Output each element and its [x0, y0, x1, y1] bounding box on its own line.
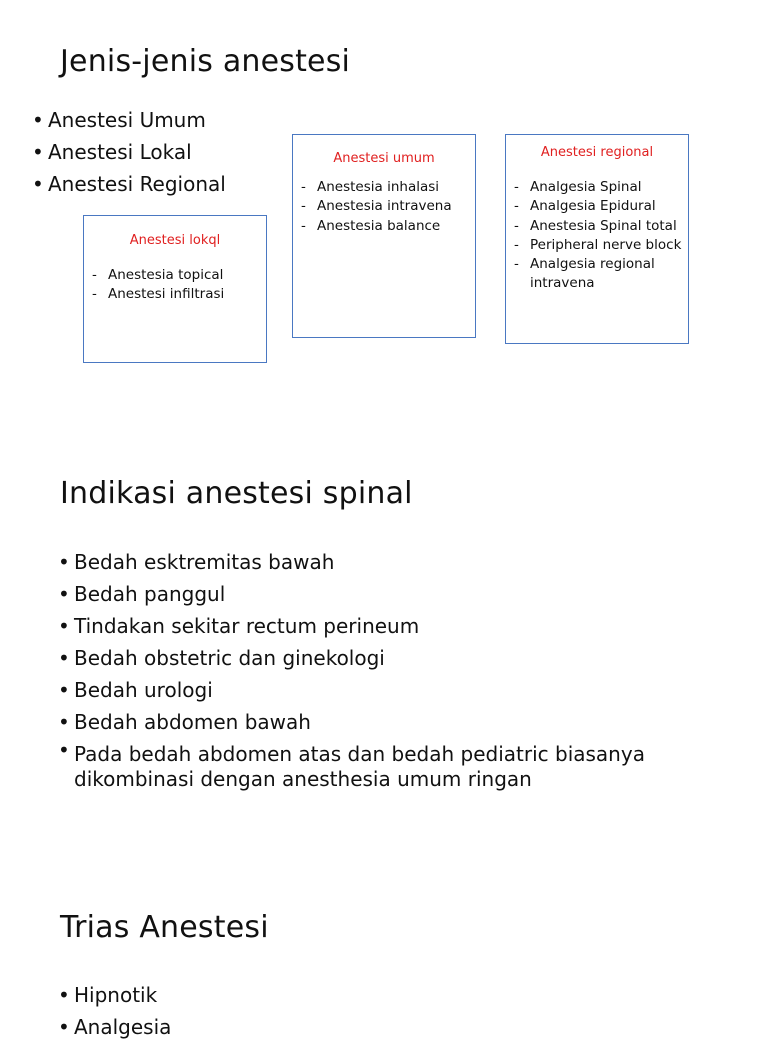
list-item: • Anestesi Regional — [32, 168, 226, 200]
box-list — [506, 178, 688, 294]
list-item: • Bedah abdomen bawah — [58, 706, 698, 738]
list-item: • Anestesi Lokal — [32, 136, 226, 168]
box-list — [293, 178, 475, 236]
jenis-bullet-list — [32, 104, 226, 200]
list-item: • Bedah esktremitas bawah — [58, 546, 698, 578]
section-title-jenis: Jenis-jenis anestesi — [60, 44, 351, 79]
section-title-indikasi: Indikasi anestesi spinal — [60, 476, 413, 511]
list-item: - Anestesia Spinal total — [506, 217, 688, 236]
list-item: - Anestesia inhalasi — [293, 178, 475, 197]
list-item: • Analgesia — [58, 1011, 171, 1043]
list-item: • Bedah obstetric dan ginekologi — [58, 642, 698, 674]
box-title: Anestesi lokql — [129, 233, 221, 248]
trias-bullet-list — [58, 979, 171, 1043]
list-item: • Anestesi Umum — [32, 104, 226, 136]
list-item: - Anestesi infiltrasi — [84, 285, 266, 304]
section-title-trias: Trias Anestesi — [60, 910, 269, 945]
list-item: - Peripheral nerve block — [506, 236, 688, 255]
list-item: - Anestesia balance — [293, 217, 475, 236]
box-title: Anestesi regional — [540, 145, 654, 160]
list-item: • Hipnotik — [58, 979, 171, 1011]
box-list — [84, 266, 266, 305]
box-anestesi-umum — [292, 134, 476, 338]
list-item: • Bedah panggul — [58, 578, 698, 610]
list-item: - Analgesia Epidural — [506, 197, 688, 216]
box-anestesi-regional — [505, 134, 689, 344]
box-anestesi-lokal — [83, 215, 267, 363]
list-item: • Bedah urologi — [58, 674, 698, 706]
list-item: - Analgesia Spinal — [506, 178, 688, 197]
list-item: • Pada bedah abdomen atas dan bedah pediatric biasanya dikombinasi dengan anesthesia umum ringan — [58, 738, 698, 792]
list-item: - Anestesia intravena — [293, 197, 475, 216]
box-title: Anestesi umum — [333, 151, 435, 166]
indikasi-bullet-list — [58, 546, 698, 792]
list-item: - Anestesia topical — [84, 266, 266, 285]
list-item: - Analgesia regional intravena — [506, 255, 688, 294]
list-item: • Tindakan sekitar rectum perineum — [58, 610, 698, 642]
